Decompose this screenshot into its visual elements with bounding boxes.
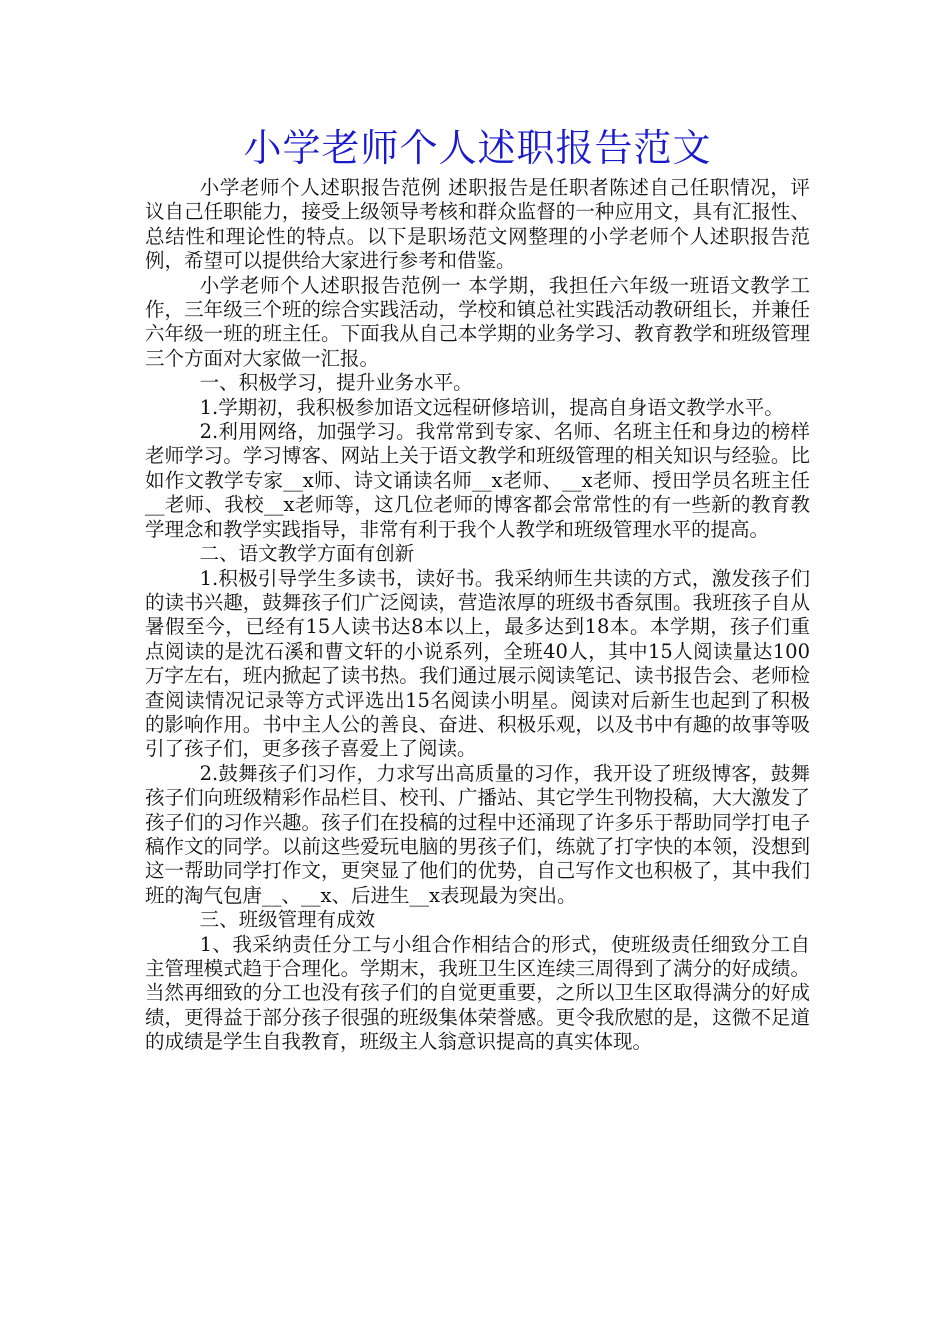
document-title: 小学老师个人述职报告范文 — [243, 126, 712, 170]
section-heading-1: 一、积极学习，提升业务水平。 — [199, 371, 473, 395]
paragraph-2-2: 2.鼓舞孩子们习作，力求写出高质量的习作，我开设了班级博客，鼓舞孩子们向班级精彩作品栏目、校刊、广播站、其它学生刊物投稿，大大激发了孩子们的习作兴趣。孩子们在投稿的过程中还涌现了许多乐于帮助同学打电子稿作文的同学。以前这些爱玩电脑的男孩子们，练就了打字快的本领，没想到这一帮助同学打作文，更突显了他们的优势，自己写作文也积极了，其中我们班的淘气包唐__、__x、后进生__x表现最为突出。 — [145, 761, 810, 907]
document-page — [145, 122, 810, 1055]
section-heading-3: 三、班级管理有成效 — [199, 908, 376, 932]
intro-paragraph: 小学老师个人述职报告范例 述职报告是任职者陈述自己任职情况，评议自己任职能力，接受上级领导考核和群众监督的一种应用文，具有汇报性、总结性和理论性的特点。以下是职场范文网整理的小学老师个人述职报告范例，希望可以提供给大家进行参考和借鉴。 — [145, 176, 810, 273]
paragraph-1-1: 1.学期初，我积极参加语文远程研修培训，提高自身语文教学水平。 — [199, 395, 784, 419]
example-one-paragraph: 小学老师个人述职报告范例一 本学期，我担任六年级一班语文教学工作，三年级三个班的综合实践活动，学校和镇总社实践活动教研组长，并兼任六年级一班的班主任。下面我从自己本学期的业务学习、教育教学和班级管理三个方面对大家做一汇报。 — [145, 273, 810, 370]
paragraph-3-1: 1、我采纳责任分工与小组合作相结合的形式，使班级责任细致分工自主管理模式趋于合理化。学期末，我班卫生区连续三周得到了满分的好成绩。当然再细致的分工也没有孩子们的自觉更重要，之所以卫生区取得满分的好成绩，更得益于部分孩子很强的班级集体荣誉感。更令我欣慰的是，这微不足道的成绩是学生自我教育，班级主人翁意识提高的真实体现。 — [145, 932, 810, 1054]
paragraph-2-1: 1.积极引导学生多读书，读好书。我采纳师生共读的方式，激发孩子们的读书兴趣，鼓舞孩子们广泛阅读，营造浓厚的班级书香氛围。我班孩子自从暑假至今，已经有15人读书达8本以上，最多达到18本。本学期，孩子们重点阅读的是沈石溪和曹文轩的小说系列，全班40人，其中15人阅读量达100万字左右，班内掀起了读书热。我们通过展示阅读笔记、读书报告会、老师检查阅读情况记录等方式评选出15名阅读小明星。阅读对后新生也起到了积极的影响作用。书中主人公的善良、奋进、积极乐观，以及书中有趣的故事等吸引了孩子们，更多孩子喜爱上了阅读。 — [145, 566, 810, 761]
section-heading-2: 二、语文教学方面有创新 — [199, 542, 415, 566]
paragraph-1-2: 2.利用网络，加强学习。我常常到专家、名师、名班主任和身边的榜样老师学习。学习博客、网站上关于语文教学和班级管理的相关知识与经验。比如作文教学专家__x师、诗文诵读名师__x老师、__x老师、授田学员名班主任__老师、我校__x老师等，这几位老师的博客都会常常性的有一些新的教育教学理念和教学实践指导，非常有利于我个人教学和班级管理水平的提高。 — [145, 420, 810, 541]
